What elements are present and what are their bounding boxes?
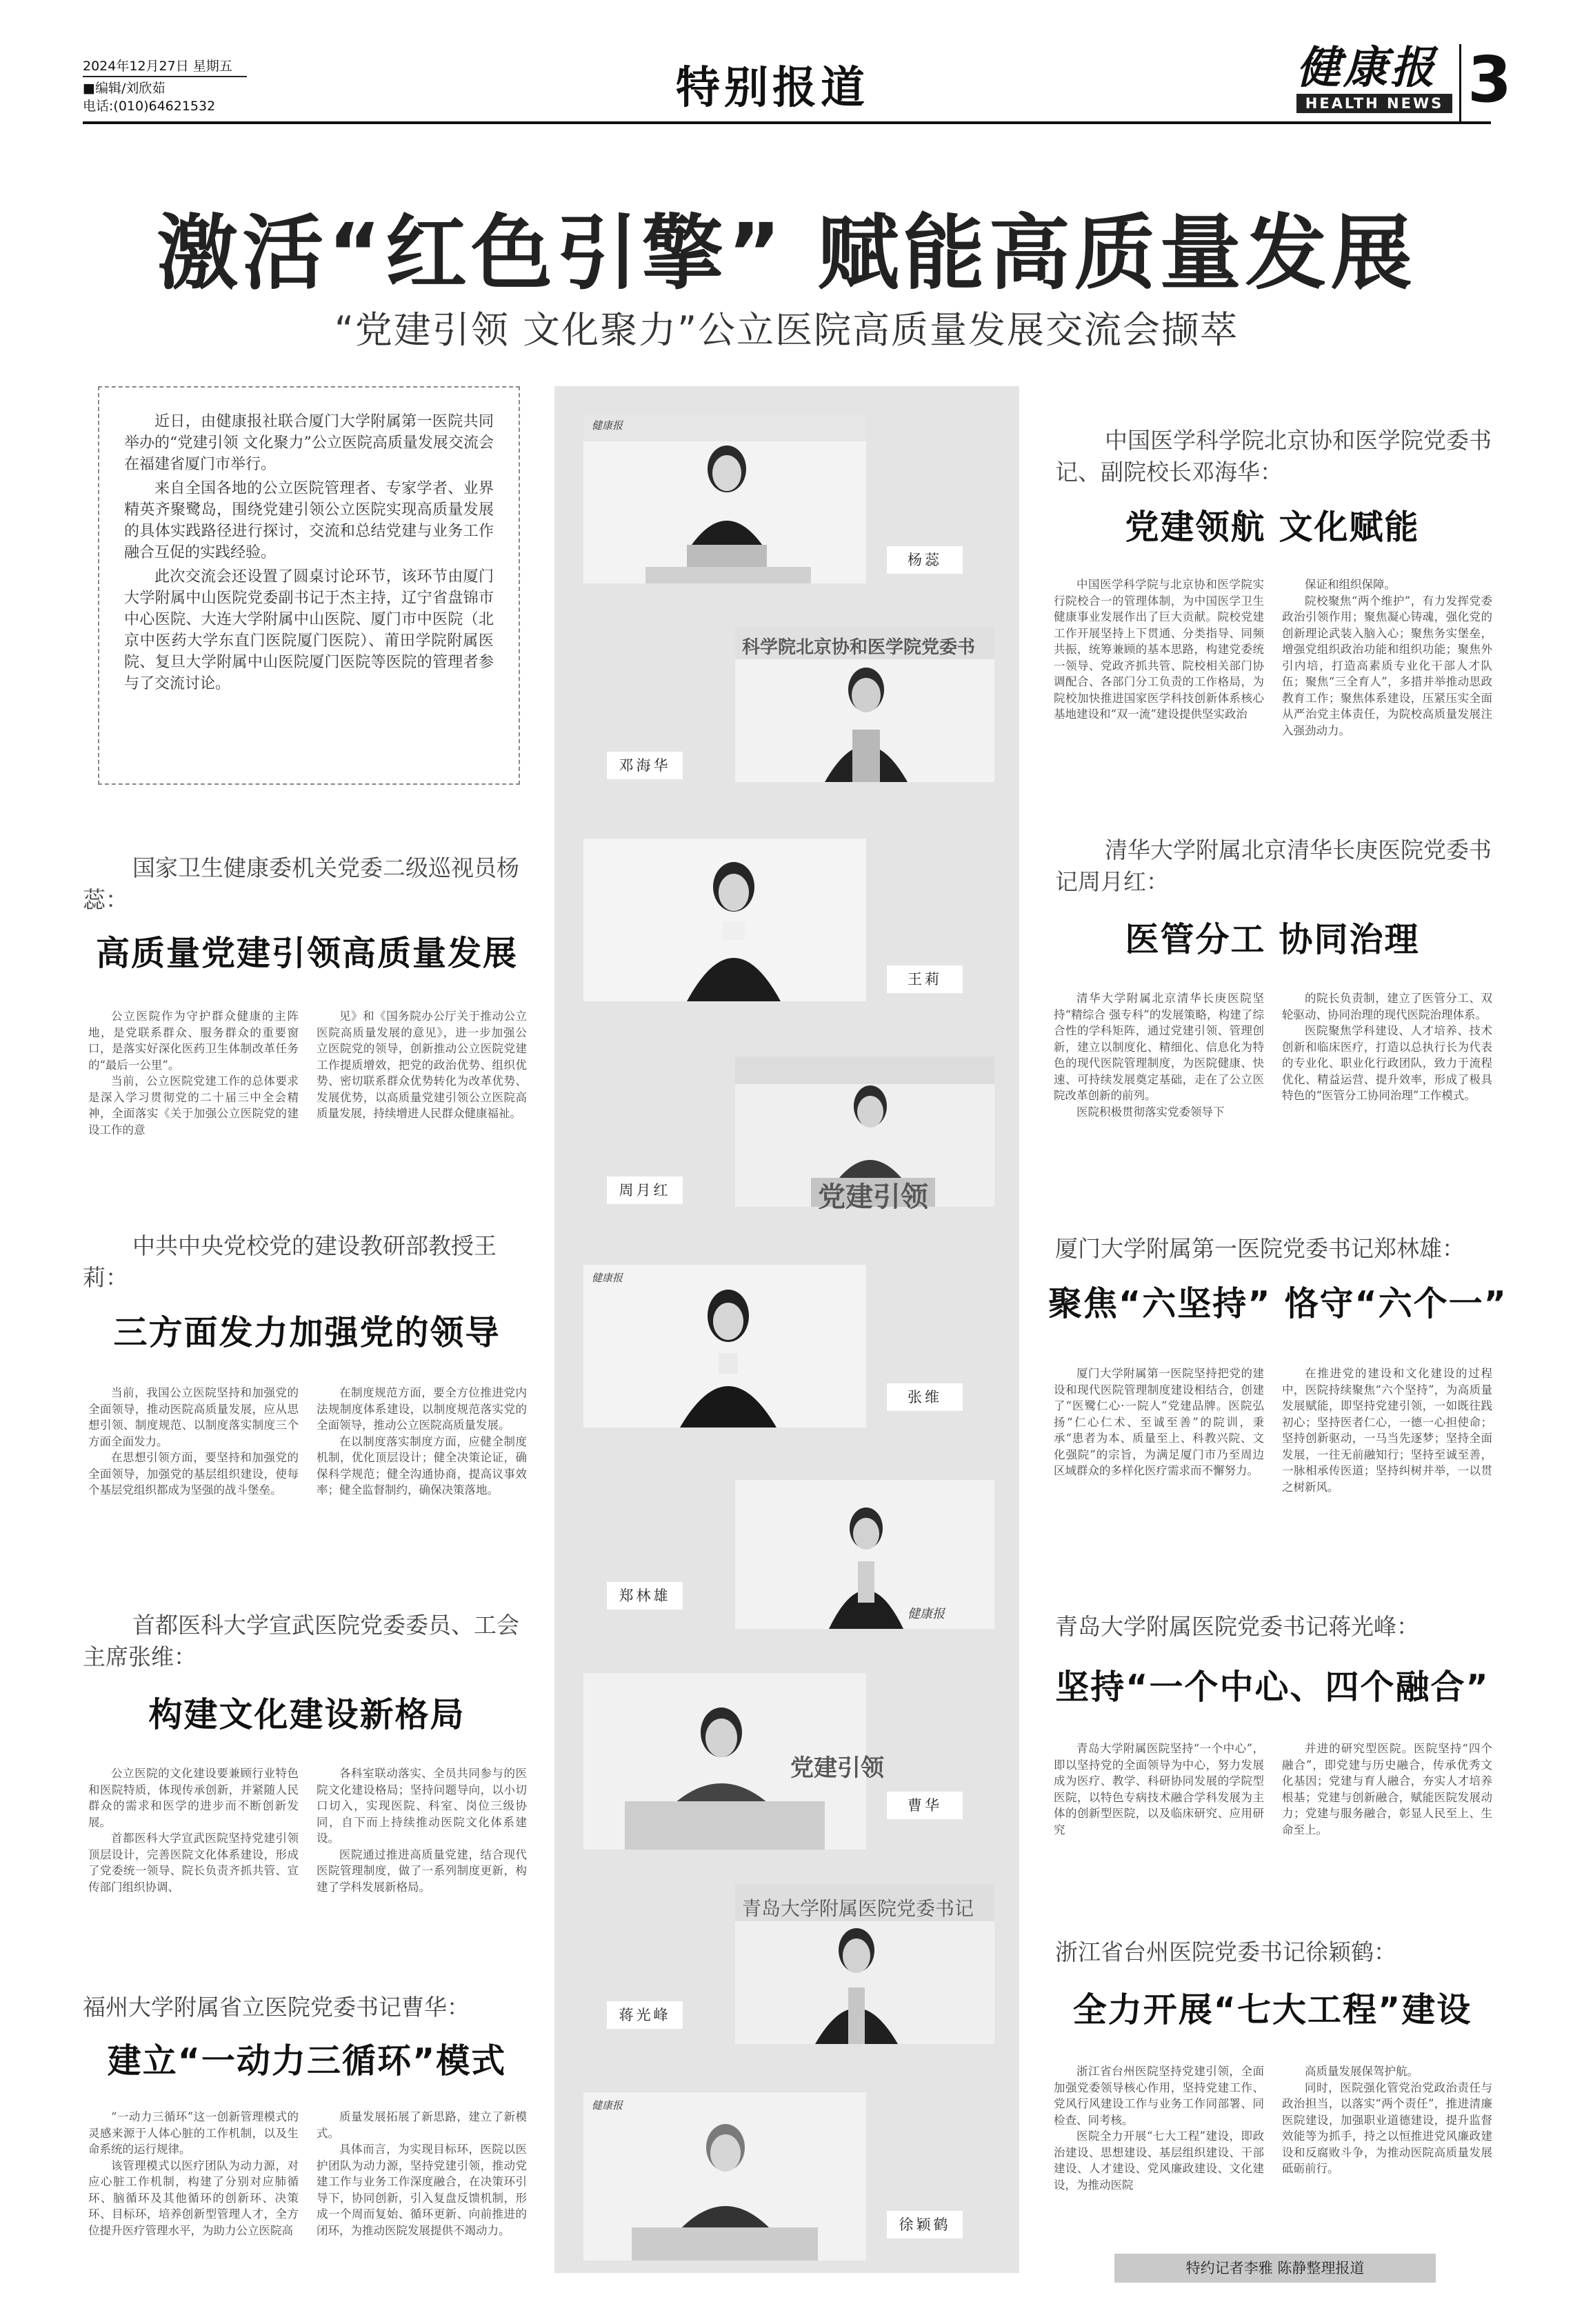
photo-caption: 邓海华: [607, 752, 683, 779]
body-column: [317, 2109, 527, 2238]
body-paragraph: 该管理模式以医疗团队为动力源，对应心脏工作机制，构建了分别对应肺循环、脑循环及其他循环的创新环、决策环、目标环，培养创新型管理人才，全方位提升医疗管理水平，为助力公立医院高: [88, 2158, 299, 2237]
section-heading: 构建文化建设新格局: [148, 1695, 465, 1734]
logo-text: 健康报: [1296, 42, 1437, 94]
logo-english: HEALTH NEWS: [1296, 94, 1452, 113]
body-paragraph: 医院聚焦学科建设、人才培养、技术创新和临床医疗，打造以总执行长为代表的专业化、职业化行政团队，致力于流程优化、精益运营、提升效率，形成了极具特色的“医管分工协同治理”工作模式。: [1282, 1024, 1492, 1102]
body-column: [1054, 990, 1264, 1120]
section-heading: 高质量党建引领高质量发展: [95, 934, 518, 973]
section-heading: 聚焦“六坚持” 恪守“六个一”: [1048, 1284, 1507, 1323]
body-paragraph: 当前，公立医院党建工作的总体要求是深入学习贯彻党的二十届三中全会精神，全面落实《关于加强公立医院党的建设工作的意: [88, 1074, 299, 1136]
body-paragraph: “一动力三循环”这一创新管理模式的灵感来源于人体心脏的工作机制，以及生命系统的运行规律。: [88, 2110, 299, 2156]
editor-line: ■编辑/刘欣茹: [83, 81, 166, 96]
body-paragraph: 各科室联动落实、全员共同参与的医院文化建设格局；坚持问题导向，以小切口切入，实现医院、科室、岗位三级协同，自下而上持续推动医院文化体系建设。: [317, 1767, 527, 1845]
speaker-name: 浙江省台州医院党委书记徐颖鹤：: [1055, 1939, 1396, 1965]
body-paragraph: 保证和组织保障。: [1305, 578, 1396, 591]
body-column: [88, 1385, 299, 1499]
photo-caption: 杨蕊: [887, 546, 963, 574]
body-paragraph: 中国医学科学院与北京协和医学院实行院校合一的管理体制，为中国医学卫生健康事业发展作出了巨大贡献。院校党建工作开展坚持上下贯通、分类指导、同频共振，统筹兼顾的基本思路，构建党委统一领导、党政齐抓共管、院校相关部门协调配合、各部门分工负责的工作格局，为院校加快推进国家医学科技创新体系核心基地建设和“双一流”建设提供坚实政治: [1054, 578, 1264, 721]
screen-text: 科学院北京协和医学院党委书: [742, 637, 976, 658]
section-body: [1054, 2063, 1492, 2193]
body-paragraph: 医院通过推进高质量党建，结合现代医院管理制度，做了一系列制度更新，构建了学科发展新格局。: [317, 1847, 527, 1894]
body-column: [1054, 1741, 1264, 1838]
speaker-photo-image: [735, 1480, 994, 1629]
photo-caption: 郑林雄: [607, 1582, 683, 1610]
body-column: [317, 1765, 527, 1895]
section-title: 特别报道: [676, 63, 869, 114]
speaker-name: 中国医学科学院北京协和医学院党委书记、副院校长邓海华：: [1055, 427, 1492, 485]
logo-divider: [1459, 44, 1461, 121]
body-paragraph: 并进的研究型医院。医院坚持“四个融合”，即党建与历史融合，传承优秀文化基因；党建与育人融合，夯实人才培养根基；党建与创新融合，赋能医院发展动力；党建与服务融合，彰显人民至上、生命至上。: [1282, 1742, 1492, 1836]
body-column: [1282, 1741, 1492, 1838]
body-column: [1054, 1365, 1264, 1495]
speaker-photo: [583, 2092, 866, 2261]
speaker-photo-image: [583, 839, 866, 1001]
speaker-photo: [735, 1480, 994, 1629]
body-column: [1282, 1365, 1492, 1495]
speaker-photo: [583, 1673, 884, 1850]
intro-paragraph: 此次交流会还设置了圆桌讨论环节，该环节由厦门大学附属中山医院党委副书记于杰主持，辽宁省盘锦市中心医院、大连大学附属中山医院、厦门市中医院（北京中医药大学东直门医院厦门医院）、莆田学院附属医院、复旦大学附属中山医院厦门医院等医院的管理者参与了交流讨论。: [124, 568, 494, 692]
speaker-name: 福州大学附属省立医院党委书记曹华：: [83, 1994, 470, 2021]
body-column: [317, 1008, 527, 1138]
article-subtitle: “党建引领 文化聚力”公立医院高质量发展交流会撷萃: [334, 308, 1239, 352]
section-heading: 全力开展“七大工程”建设: [1072, 1990, 1472, 2030]
intro-box: [98, 386, 520, 785]
section-body: [1054, 577, 1492, 739]
body-column: [1054, 577, 1264, 739]
body-column: [317, 1385, 527, 1499]
speaker-photo: [735, 1884, 994, 2044]
article-title: 激活“红色引擎” 赋能高质量发展: [157, 206, 1416, 301]
body-paragraph: 首都医科大学宣武医院坚持党建引领顶层设计，完善医院文化体系建设，形成了党委统一领导、院长负责齐抓共管、宣传部门组织协调、: [88, 1832, 299, 1894]
speaker-name: 厦门大学附属第一医院党委书记郑林雄：: [1055, 1235, 1465, 1262]
section-body: [1054, 1741, 1492, 1838]
screen-text: 党建引领: [790, 1754, 884, 1782]
screen-text: 健康报: [592, 1272, 623, 1284]
phone-line: 电话:(010)64621532: [83, 99, 216, 114]
intro-paragraph: 近日，由健康报社联合厦门大学附属第一医院共同举办的“党建引领 文化聚力”公立医院高质量发展交流会在福建省厦门市举行。: [124, 413, 494, 473]
screen-text: 青岛大学附属医院党委书记: [742, 1897, 974, 1920]
body-paragraph: 质量发展拓展了新思路，建立了新模式。: [317, 2110, 527, 2140]
body-column: [1282, 990, 1492, 1120]
body-paragraph: 清华大学附属北京清华长庚医院坚持“精综合 强专科”的发展策略，构建了综合性的学科矩阵，通过党建引领、管理创新，建立以制度化、精细化、信息化为特色的现代医院管理制度，为医院健康、快速、可持续发展奠定基础，走在了公立医院改革创新的前列。: [1054, 992, 1264, 1102]
body-paragraph: 浙江省台州医院坚持党建引领，全面加强党委领导核心作用，坚持党建工作、党风行风建设工作与业务工作同部署、同检查、同考核。: [1054, 2065, 1264, 2127]
body-paragraph: 青岛大学附属医院坚持“一个中心”，即以坚持党的全面领导为中心，努力发展成为医疗、教学、科研协同发展的学院型医院，以特色专病技术融合学科发展为主体的创新型医院，以及临床研究、应用研究: [1054, 1742, 1264, 1836]
body-paragraph: 医院全力开展“七大工程”建设，即政治建设、思想建设、基层组织建设、干部建设、人才建设、党风廉政建设、文化建设，为推动医院: [1054, 2130, 1264, 2192]
section-heading: 三方面发力加强党的领导: [113, 1313, 501, 1352]
body-column: [88, 1765, 299, 1895]
speaker-photo-image: [583, 2092, 866, 2261]
speaker-photo: [735, 626, 994, 782]
photo-caption: 王莉: [887, 965, 963, 993]
byline-bar: 特约记者李雅 陈静整理报道: [1114, 2254, 1436, 2283]
issue-date: 2024年12月27日 星期五: [83, 59, 232, 74]
body-column: [88, 1008, 299, 1138]
body-paragraph: 厦门大学附属第一医院坚持把党的建设和现代医院管理制度建设相结合，创建了“医鹭仁心·一院人”党建品牌。医院弘扬“仁心仁术、至诚至善”的院训，秉承“患者为本、质量至上、科教兴院、文化强院”的宗旨，为满足厦门市乃至周边区域群众的多样化医疗需求而不懈努力。: [1054, 1367, 1264, 1477]
photo-caption: 曹华: [887, 1792, 963, 1819]
speaker-photo: [583, 1265, 866, 1428]
section-heading: 医管分工 协同治理: [1125, 920, 1420, 959]
body-paragraph: 当前，我国公立医院坚持和加强党的全面领导，推动医院高质量发展，应从思想引领、制度规范、以制度落实制度三个方面全面发力。: [88, 1386, 299, 1448]
body-column: [1282, 2063, 1492, 2193]
speaker-photo: [583, 839, 866, 1001]
section-heading: 建立“一动力三循环”模式: [107, 2041, 507, 2081]
speaker-photo: [735, 1056, 994, 1213]
body-paragraph: 院校聚焦“两个维护”，有力发挥党委政治引领作用；聚焦凝心铸魂，强化党的创新理论武装入脑入心；聚焦务实堡垒，增强党组织政治功能和组织功能；聚焦外引内培，打造高素质专业化干部人才队伍；聚焦“三全育人”，多措并举推动思政教育工作；聚焦体系建设，压紧压实全面从严治党主体责任，为院校高质量发展注入强劲动力。: [1282, 594, 1492, 737]
section-heading: 坚持“一个中心、四个融合”: [1055, 1667, 1490, 1707]
section-body: [88, 1765, 527, 1895]
date-underline: [83, 76, 247, 77]
section-body: [88, 2109, 527, 2238]
body-paragraph: 同时，医院强化管党治党政治责任与政治担当，以落实“两个责任”，推进清廉医院建设，加强职业道德建设，提升监督效能等为抓手，持之以恒推进党风廉政建设和反腐败斗争，为推动医院高质量发展砥砺前行。: [1282, 2081, 1492, 2175]
speaker-name: 清华大学附属北京清华长庚医院党委书记周月红：: [1055, 837, 1492, 895]
header-rule: [83, 121, 1491, 124]
section-body: [88, 1385, 527, 1499]
body-paragraph: 的院长负责制，建立了医管分工、双轮驱动、协同治理的现代医院治理体系。: [1282, 992, 1492, 1021]
photo-caption: 周月红: [607, 1176, 683, 1204]
section-body: [1054, 1365, 1492, 1495]
body-paragraph: 在以制度落实制度方面，应健全制度机制，优化顶层设计；健全决策论证，确保科学规范；健全沟通协商，提高议事效率；健全监督制约，确保决策落地。: [317, 1434, 527, 1496]
body-paragraph: 公立医院的文化建设要兼顾行业特色和医院特质，体现传承创新，并紧随人民群众的需求和医学的进步而不断创新发展。: [88, 1767, 299, 1829]
body-paragraph: 公立医院作为守护群众健康的主阵地，是党联系群众、服务群众的重要窗口，是落实好深化医药卫生体制改革任务的“最后一公里”。: [88, 1010, 299, 1072]
body-paragraph: 高质量发展保驾护航。: [1305, 2065, 1419, 2078]
speaker-photo-image: [583, 414, 866, 583]
speaker-photo: [583, 414, 866, 583]
body-column: [88, 2109, 299, 2238]
screen-text: 健康报: [908, 1607, 945, 1621]
body-paragraph: 见》和《国务院办公厅关于推动公立医院高质量发展的意见》，进一步加强公立医院党的领导，创新推动公立医院党建工作提质增效，把党的政治优势、组织优势、密切联系群众优势转化为改革优势、发展优势，以高质量党建引领公立医院高质量发展，持续增进人民群众健康福祉。: [317, 1010, 527, 1120]
masthead-logo: [1296, 43, 1462, 113]
body-paragraph: 在推进党的建设和文化建设的过程中，医院持续聚焦“六个坚持”，为高质量发展赋能，即坚持党建引领，一如既往践初心；坚持医者仁心，一德一心担使命；坚持创新驱动，一马当先逐梦；坚持全面发展，一往无前融知行；坚持至诚至善，一脉相承传医道；坚持纠树并举，一以贯之树新风。: [1282, 1367, 1492, 1494]
intro-paragraph: 来自全国各地的公立医院管理者、专家学者、业界精英齐聚鹭岛，围绕党建引领公立医院实现高质量发展的具体实践路径进行探讨，交流和总结党建与业务工作融合互促的实践经验。: [124, 480, 494, 561]
photo-caption: 蒋光峰: [607, 2001, 683, 2029]
speaker-name: 首都医科大学宣武医院党委委员、工会主席张维：: [83, 1612, 519, 1670]
body-paragraph: 具体而言，为实现目标环，医院以医护团队为动力源，坚持党建引领，推动党建工作与业务工作深度融合，在决策环引导下，协同创新，引入复盘反馈机制，形成一个周而复始、循环更新、向前推进的闭环，为推动医院发展提供不竭动力。: [317, 2143, 527, 2237]
body-paragraph: 在思想引领方面，要坚持和加强党的全面领导，加强党的基层组织建设，使每个基层党组织都成为坚强的战斗堡垒。: [88, 1451, 299, 1496]
screen-text: 健康报: [592, 2099, 623, 2112]
body-paragraph: 在制度规范方面，要全方位推进党内法规制度体系建设，以制度规范落实党的全面领导，推动公立医院高质量发展。: [317, 1386, 527, 1432]
body-paragraph: 医院积极贯彻落实党委领导下: [1076, 1105, 1225, 1119]
speaker-name: 中共中央党校党的建设教研部教授王莉：: [83, 1232, 497, 1291]
speaker-name: 青岛大学附属医院党委书记蒋光峰：: [1055, 1613, 1419, 1640]
speaker-photo-image: [583, 1265, 866, 1428]
section-body: [88, 1008, 527, 1138]
speaker-name: 国家卫生健康委机关党委二级巡视员杨蕊：: [83, 854, 519, 913]
screen-text: 党建引领: [818, 1181, 928, 1213]
section-body: [1054, 990, 1492, 1120]
screen-text: 健康报: [592, 419, 623, 432]
body-column: [1054, 2063, 1264, 2193]
page-number: 3: [1467, 43, 1512, 117]
body-column: [1282, 577, 1492, 739]
photo-caption: 张维: [887, 1383, 963, 1411]
photo-caption: 徐颖鹤: [887, 2211, 963, 2238]
section-heading: 党建领航 文化赋能: [1125, 508, 1420, 547]
